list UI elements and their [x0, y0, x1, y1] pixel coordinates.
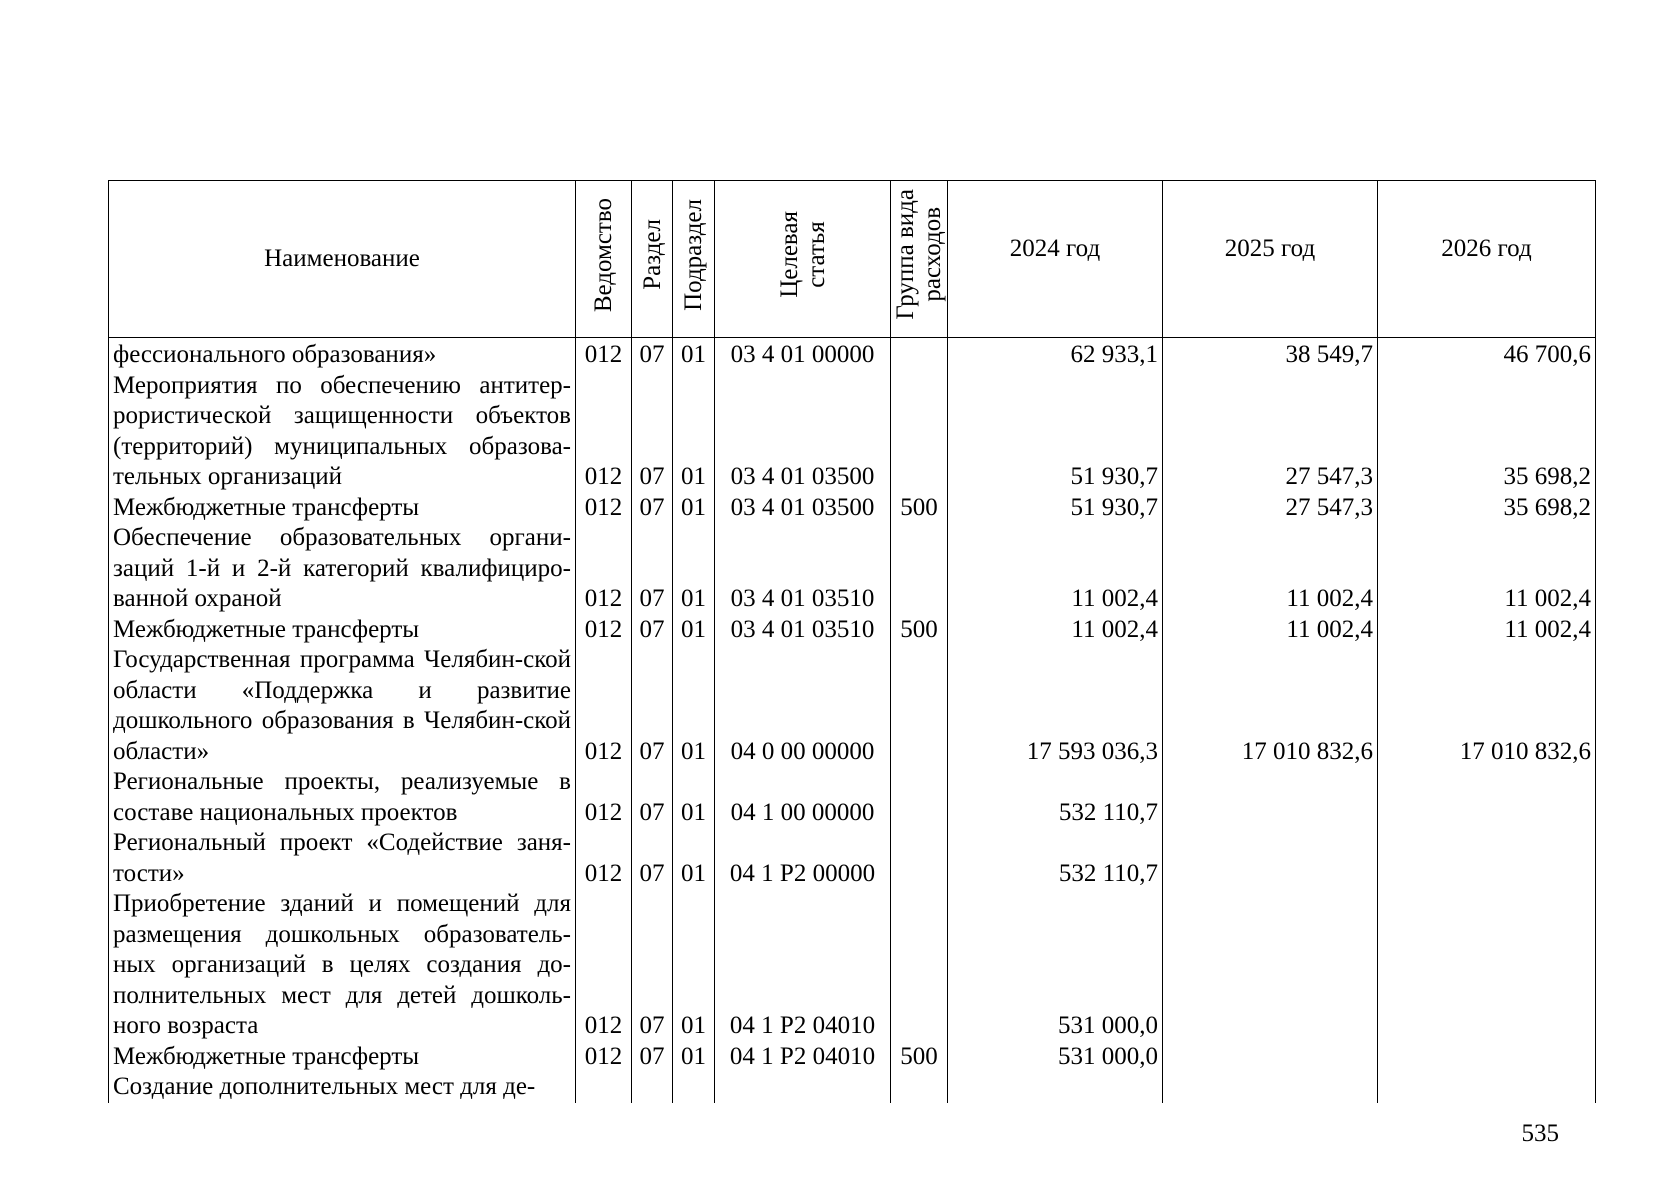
table-row — [109, 767, 1596, 828]
row-target-article: 04 1 P2 04010 — [715, 1042, 891, 1073]
row-2024: 51 930,7 — [948, 371, 1163, 493]
header-year-2024: 2024 год — [948, 181, 1163, 338]
row-section: 07 — [632, 645, 673, 767]
row-subsection: 01 — [673, 338, 715, 371]
row-section: 07 — [632, 371, 673, 493]
row-name: Мероприятия по обеспечению антитер-рористической защищенности объектов (территорий) муниципальных образова-тельных организаций — [109, 371, 576, 493]
row-2026 — [1378, 1072, 1596, 1103]
row-department: 012 — [576, 493, 632, 524]
table-row — [109, 493, 1596, 524]
row-target-article: 04 1 P2 00000 — [715, 828, 891, 889]
row-department: 012 — [576, 767, 632, 828]
header-section: Раздел — [632, 181, 673, 338]
row-section: 07 — [632, 615, 673, 646]
row-expense-group: 500 — [891, 493, 948, 524]
row-expense-group: 500 — [891, 615, 948, 646]
row-2024 — [948, 1072, 1163, 1103]
row-department: 012 — [576, 371, 632, 493]
table-row — [109, 523, 1596, 615]
row-name: Обеспечение образовательных органи-заций 1-й и 2-й категорий квалифициро-ванной охраной — [109, 523, 576, 615]
row-name: Региональный проект «Содействие заня-тости» — [109, 828, 576, 889]
row-target-article: 03 4 01 00000 — [715, 338, 891, 371]
row-subsection: 01 — [673, 615, 715, 646]
row-subsection: 01 — [673, 1042, 715, 1073]
header-name: Наименование — [109, 181, 576, 338]
table-header-row — [109, 181, 1596, 338]
row-department: 012 — [576, 338, 632, 371]
row-subsection: 01 — [673, 371, 715, 493]
table-row — [109, 828, 1596, 889]
row-2026: 35 698,2 — [1378, 493, 1596, 524]
row-target-article: 04 0 00 00000 — [715, 645, 891, 767]
row-2025 — [1163, 828, 1378, 889]
table-row — [109, 1072, 1596, 1103]
row-2025 — [1163, 1042, 1378, 1073]
row-expense-group — [891, 371, 948, 493]
header-expense-group: Группа вида расходов — [891, 181, 948, 338]
row-2026: 11 002,4 — [1378, 615, 1596, 646]
row-department: 012 — [576, 523, 632, 615]
row-2026: 35 698,2 — [1378, 371, 1596, 493]
row-target-article: 03 4 01 03510 — [715, 523, 891, 615]
row-target-article: 03 4 01 03500 — [715, 493, 891, 524]
row-2026 — [1378, 767, 1596, 828]
row-name: Государственная программа Челябин-ской области «Поддержка и развитие дошкольного образования в Челябин-ской области» — [109, 645, 576, 767]
row-target-article: 03 4 01 03500 — [715, 371, 891, 493]
row-expense-group — [891, 828, 948, 889]
row-expense-group — [891, 1072, 948, 1103]
row-2025 — [1163, 1072, 1378, 1103]
row-department: 012 — [576, 889, 632, 1042]
row-2026: 46 700,6 — [1378, 338, 1596, 371]
row-section: 07 — [632, 338, 673, 371]
row-target-article — [715, 1072, 891, 1103]
row-2024: 11 002,4 — [948, 615, 1163, 646]
row-2025: 11 002,4 — [1163, 523, 1378, 615]
row-2026: 11 002,4 — [1378, 523, 1596, 615]
table-row — [109, 889, 1596, 1042]
row-2026 — [1378, 1042, 1596, 1073]
row-2024: 51 930,7 — [948, 493, 1163, 524]
row-expense-group — [891, 767, 948, 828]
row-section: 07 — [632, 1042, 673, 1073]
header-target-article: Целевая статья — [715, 181, 891, 338]
row-2024: 531 000,0 — [948, 889, 1163, 1042]
row-department: 012 — [576, 645, 632, 767]
row-section: 07 — [632, 493, 673, 524]
table-row — [109, 338, 1596, 371]
row-2025: 11 002,4 — [1163, 615, 1378, 646]
row-department: 012 — [576, 1042, 632, 1073]
row-2025: 27 547,3 — [1163, 493, 1378, 524]
table-row — [109, 371, 1596, 493]
row-target-article: 04 1 00 00000 — [715, 767, 891, 828]
row-section: 07 — [632, 523, 673, 615]
table-row — [109, 1042, 1596, 1073]
table-row — [109, 645, 1596, 767]
row-subsection — [673, 1072, 715, 1103]
row-subsection: 01 — [673, 523, 715, 615]
header-year-2025: 2025 год — [1163, 181, 1378, 338]
row-department: 012 — [576, 828, 632, 889]
row-2024: 532 110,7 — [948, 828, 1163, 889]
row-2025 — [1163, 767, 1378, 828]
row-section — [632, 1072, 673, 1103]
row-2025: 17 010 832,6 — [1163, 645, 1378, 767]
row-section: 07 — [632, 767, 673, 828]
header-department: Ведомство — [576, 181, 632, 338]
row-expense-group — [891, 523, 948, 615]
row-subsection: 01 — [673, 889, 715, 1042]
row-subsection: 01 — [673, 645, 715, 767]
row-name: Приобретение зданий и помещений для размещения дошкольных образователь-ных организаций в целях создания до-полнительных мест для детей дошколь-ного возраста — [109, 889, 576, 1042]
page-number: 535 — [1521, 1120, 1559, 1147]
row-section: 07 — [632, 889, 673, 1042]
row-2024: 532 110,7 — [948, 767, 1163, 828]
row-subsection: 01 — [673, 493, 715, 524]
row-name: фессионального образования» — [109, 338, 576, 371]
row-department — [576, 1072, 632, 1103]
header-year-2026: 2026 год — [1378, 181, 1596, 338]
row-2026 — [1378, 889, 1596, 1042]
row-department: 012 — [576, 615, 632, 646]
row-name: Межбюджетные трансферты — [109, 1042, 576, 1073]
row-expense-group — [891, 889, 948, 1042]
row-target-article: 04 1 P2 04010 — [715, 889, 891, 1042]
row-name: Межбюджетные трансферты — [109, 615, 576, 646]
budget-table — [108, 180, 1596, 1103]
row-2024: 62 933,1 — [948, 338, 1163, 371]
table-row — [109, 615, 1596, 646]
row-name: Региональные проекты, реализуемые в составе национальных проектов — [109, 767, 576, 828]
row-2026 — [1378, 828, 1596, 889]
row-2026: 17 010 832,6 — [1378, 645, 1596, 767]
row-2024: 11 002,4 — [948, 523, 1163, 615]
row-name: Межбюджетные трансферты — [109, 493, 576, 524]
row-subsection: 01 — [673, 767, 715, 828]
row-2025 — [1163, 889, 1378, 1042]
row-2024: 17 593 036,3 — [948, 645, 1163, 767]
row-target-article: 03 4 01 03510 — [715, 615, 891, 646]
row-expense-group — [891, 645, 948, 767]
row-2025: 27 547,3 — [1163, 371, 1378, 493]
row-subsection: 01 — [673, 828, 715, 889]
row-section: 07 — [632, 828, 673, 889]
row-expense-group — [891, 338, 948, 371]
row-2025: 38 549,7 — [1163, 338, 1378, 371]
header-subsection: Подраздел — [673, 181, 715, 338]
row-2024: 531 000,0 — [948, 1042, 1163, 1073]
row-expense-group: 500 — [891, 1042, 948, 1073]
row-name: Создание дополнительных мест для де- — [109, 1072, 576, 1103]
